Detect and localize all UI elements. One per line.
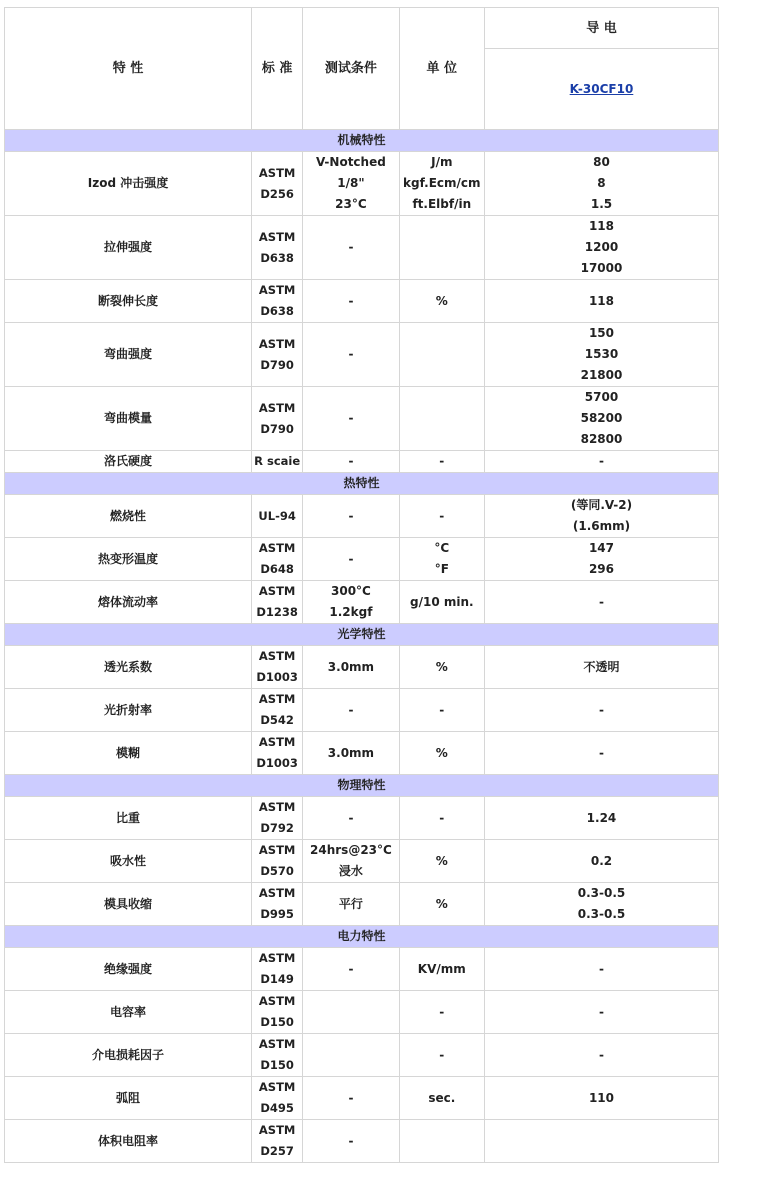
unit-cell — [399, 495, 484, 538]
standard-cell-line: D570 — [260, 864, 294, 878]
unit-cell-line: kgf.Ecm/cm — [403, 176, 481, 190]
standard-cell-line: D995 — [260, 907, 294, 921]
standard-cell-line: D257 — [260, 1144, 294, 1158]
standard-cell — [252, 451, 303, 473]
condition-cell — [303, 1120, 399, 1163]
property-name: 吸水性 — [5, 840, 252, 883]
standard-cell-line: D149 — [260, 972, 294, 986]
standard-cell-line: ASTM — [258, 886, 296, 900]
table-row — [5, 1120, 719, 1163]
property-name: 比重 — [5, 797, 252, 840]
standard-cell — [252, 732, 303, 775]
standard-cell — [252, 1120, 303, 1163]
product-link[interactable]: K-30CF10 — [569, 81, 634, 96]
table-row — [5, 883, 719, 926]
condition-cell — [303, 797, 399, 840]
section-header-row — [5, 624, 719, 646]
table-row — [5, 387, 719, 451]
unit-cell-line: % — [435, 853, 448, 868]
value-cell-line: 118 — [588, 219, 615, 233]
property-name: 透光系数 — [5, 646, 252, 689]
value-cell-line: 5700 — [584, 390, 619, 404]
unit-cell — [399, 840, 484, 883]
standard-cell-line: ASTM — [258, 800, 296, 814]
value-cell-line: 296 — [588, 562, 615, 576]
condition-cell-line: - — [348, 454, 354, 468]
table-row — [5, 581, 719, 624]
unit-cell — [399, 1120, 484, 1163]
standard-cell — [252, 538, 303, 581]
condition-cell-line: - — [348, 347, 354, 361]
unit-cell-line: sec. — [428, 1090, 456, 1105]
unit-cell-line: % — [435, 745, 448, 760]
value-cell — [484, 581, 718, 624]
property-name: 熔体流动率 — [5, 581, 252, 624]
condition-cell-line: - — [348, 240, 354, 254]
value-cell — [484, 1120, 718, 1163]
standard-cell-line: ASTM — [258, 283, 296, 297]
standard-cell — [252, 1077, 303, 1120]
value-cell-line: 147 — [588, 541, 615, 555]
unit-cell-line: - — [439, 702, 445, 717]
value-cell — [484, 1034, 718, 1077]
condition-cell — [303, 538, 399, 581]
section-header-row — [5, 473, 719, 495]
header-standard: 标 准 — [252, 8, 303, 130]
condition-cell-line: - — [348, 1133, 354, 1148]
table-row — [5, 1077, 719, 1120]
unit-cell — [399, 991, 484, 1034]
value-cell-line: 21800 — [580, 368, 623, 382]
table-row — [5, 840, 719, 883]
condition-cell — [303, 646, 399, 689]
unit-cell — [399, 797, 484, 840]
standard-cell-line: D1003 — [256, 670, 298, 684]
standard-cell-line: D542 — [260, 713, 294, 727]
standard-cell — [252, 689, 303, 732]
value-cell-line: - — [598, 1047, 604, 1062]
condition-cell — [303, 883, 399, 926]
standard-cell-line: ASTM — [258, 165, 296, 180]
property-name: Izod 冲击强度 — [5, 152, 252, 216]
standard-cell-line: D256 — [260, 186, 294, 201]
standard-cell-line: ASTM — [258, 541, 296, 555]
condition-cell — [303, 581, 399, 624]
value-cell-line: 58200 — [580, 411, 623, 425]
value-cell-line: - — [598, 454, 604, 468]
unit-cell-line: - — [439, 1004, 445, 1019]
property-name: 绝缘强度 — [5, 948, 252, 991]
condition-cell-line: - — [348, 508, 354, 523]
standard-cell — [252, 323, 303, 387]
value-cell-line: 0.3-0.5 — [577, 886, 626, 900]
unit-cell — [399, 948, 484, 991]
value-cell-line: - — [598, 594, 604, 609]
header-property: 特 性 — [5, 8, 252, 130]
standard-cell — [252, 152, 303, 216]
unit-cell — [399, 216, 484, 280]
unit-cell-line: % — [435, 659, 448, 674]
unit-cell — [399, 732, 484, 775]
value-cell — [484, 152, 718, 216]
condition-cell — [303, 840, 399, 883]
condition-cell — [303, 732, 399, 775]
properties-table — [4, 7, 719, 1163]
condition-cell — [303, 280, 399, 323]
value-cell-line: 80 — [593, 155, 610, 169]
value-cell-line: 1200 — [584, 240, 619, 254]
value-cell — [484, 689, 718, 732]
condition-cell-line: 23°C — [335, 197, 367, 211]
property-name: 弧阻 — [5, 1077, 252, 1120]
value-cell-line: 82800 — [580, 432, 623, 446]
standard-cell-line: D1003 — [256, 756, 298, 770]
standard-cell-line: ASTM — [258, 649, 296, 663]
standard-cell — [252, 495, 303, 538]
table-row — [5, 538, 719, 581]
condition-cell-line: 平行 — [338, 896, 363, 911]
standard-cell-line: ASTM — [258, 951, 296, 965]
value-cell-line: 0.2 — [590, 853, 613, 868]
section-title: 热特性 — [5, 473, 719, 495]
condition-cell-line: 浸水 — [338, 864, 363, 878]
value-cell-line: - — [598, 745, 604, 760]
value-cell-line: (1.6mm) — [572, 519, 631, 533]
value-cell — [484, 451, 718, 473]
unit-cell — [399, 1034, 484, 1077]
value-cell — [484, 797, 718, 840]
property-name: 体积电阻率 — [5, 1120, 252, 1163]
section-header-row — [5, 926, 719, 948]
unit-cell-line: - — [439, 810, 445, 825]
unit-cell — [399, 883, 484, 926]
standard-cell — [252, 1034, 303, 1077]
condition-cell — [303, 451, 399, 473]
section-title: 电力特性 — [5, 926, 719, 948]
unit-cell — [399, 451, 484, 473]
unit-cell-line: °C — [434, 541, 450, 555]
property-name: 燃烧性 — [5, 495, 252, 538]
value-cell — [484, 732, 718, 775]
standard-cell-line: ASTM — [258, 692, 296, 706]
standard-cell-line: R scaie — [254, 454, 301, 468]
condition-cell-line: 300°C — [331, 584, 371, 598]
table-row — [5, 646, 719, 689]
property-name: 模具收缩 — [5, 883, 252, 926]
value-cell — [484, 387, 718, 451]
section-header-row — [5, 775, 719, 797]
standard-cell — [252, 991, 303, 1034]
standard-cell-line: D150 — [260, 1015, 294, 1029]
table-row — [5, 152, 719, 216]
standard-cell — [252, 840, 303, 883]
unit-cell — [399, 538, 484, 581]
value-cell-line: 不透明 — [583, 659, 620, 674]
unit-cell — [399, 1077, 484, 1120]
unit-cell-line: J/m — [431, 155, 453, 169]
standard-cell — [252, 646, 303, 689]
property-name: 光折射率 — [5, 689, 252, 732]
condition-cell — [303, 1077, 399, 1120]
value-cell-line: 118 — [588, 293, 615, 308]
unit-cell-line: - — [439, 454, 445, 468]
table-row — [5, 216, 719, 280]
condition-cell-line: - — [348, 411, 354, 425]
unit-cell-line: °F — [434, 562, 449, 576]
condition-cell — [303, 323, 399, 387]
condition-cell-line: V-Notched — [316, 155, 386, 169]
condition-cell — [303, 495, 399, 538]
standard-cell-line: D150 — [260, 1058, 294, 1072]
standard-cell — [252, 216, 303, 280]
table-row — [5, 991, 719, 1034]
property-name: 热变形温度 — [5, 538, 252, 581]
standard-cell-line: ASTM — [258, 1080, 296, 1094]
standard-cell-line: ASTM — [258, 336, 296, 351]
value-cell — [484, 216, 718, 280]
property-name: 介电损耗因子 — [5, 1034, 252, 1077]
value-cell — [484, 840, 718, 883]
standard-cell-line: ASTM — [258, 735, 296, 749]
unit-cell-line: - — [439, 1047, 445, 1062]
unit-cell-line: - — [439, 508, 445, 523]
value-cell-line: (等同.V-2) — [570, 498, 633, 512]
value-cell-line: 110 — [588, 1090, 615, 1105]
standard-cell-line: D648 — [260, 562, 294, 576]
table-row — [5, 1034, 719, 1077]
header-row-top — [5, 8, 719, 49]
standard-cell-line: D1238 — [256, 605, 298, 619]
standard-cell — [252, 948, 303, 991]
unit-cell-line: KV/mm — [417, 961, 466, 976]
value-cell — [484, 991, 718, 1034]
property-name: 断裂伸长度 — [5, 280, 252, 323]
table-row — [5, 451, 719, 473]
standard-cell-line: D638 — [260, 304, 294, 318]
value-cell — [484, 323, 718, 387]
standard-cell-line: D495 — [260, 1101, 294, 1115]
unit-cell — [399, 646, 484, 689]
value-cell — [484, 646, 718, 689]
standard-cell — [252, 387, 303, 451]
condition-cell — [303, 216, 399, 280]
unit-cell — [399, 689, 484, 732]
condition-cell — [303, 387, 399, 451]
unit-cell-line: ft.Elbf/in — [412, 197, 472, 211]
condition-cell-line: - — [348, 293, 354, 308]
value-cell-line: 0.3-0.5 — [577, 907, 626, 921]
condition-cell-line: 1/8" — [337, 176, 365, 190]
value-cell-line: 1.24 — [586, 810, 617, 825]
table-row — [5, 948, 719, 991]
property-name: 弯曲强度 — [5, 323, 252, 387]
condition-cell — [303, 1034, 399, 1077]
property-name: 电容率 — [5, 991, 252, 1034]
unit-cell-line: % — [435, 896, 448, 911]
standard-cell — [252, 280, 303, 323]
unit-cell — [399, 581, 484, 624]
unit-cell-line: % — [435, 293, 448, 308]
standard-cell-line: ASTM — [258, 994, 296, 1008]
value-cell-line: - — [598, 702, 604, 717]
value-cell-line: - — [598, 961, 604, 976]
table-row — [5, 280, 719, 323]
header-product-cell — [484, 49, 718, 130]
condition-cell-line: 1.2kgf — [329, 605, 373, 619]
condition-cell-line: - — [348, 1090, 354, 1105]
table-row — [5, 732, 719, 775]
standard-cell-line: UL-94 — [258, 508, 296, 523]
value-cell — [484, 883, 718, 926]
value-cell-line: 150 — [588, 326, 615, 340]
header-group: 导 电 — [484, 8, 718, 49]
condition-cell-line: - — [348, 702, 354, 717]
unit-cell — [399, 387, 484, 451]
value-cell-line: 1530 — [584, 347, 619, 361]
condition-cell — [303, 948, 399, 991]
standard-cell-line: ASTM — [258, 584, 296, 598]
condition-cell-line: - — [348, 551, 354, 566]
standard-cell-line: ASTM — [258, 400, 296, 415]
table-row — [5, 689, 719, 732]
property-name: 模糊 — [5, 732, 252, 775]
header-unit: 单 位 — [399, 8, 484, 130]
section-header-row — [5, 130, 719, 152]
value-cell — [484, 495, 718, 538]
value-cell-line: 1.5 — [590, 197, 613, 211]
condition-cell-line: 24hrs@23°C — [310, 843, 392, 857]
table-row — [5, 797, 719, 840]
value-cell-line: - — [598, 1004, 604, 1019]
standard-cell-line: D790 — [260, 357, 294, 372]
standard-cell-line: D792 — [260, 821, 294, 835]
standard-cell — [252, 883, 303, 926]
header-condition: 测试条件 — [303, 8, 399, 130]
condition-cell — [303, 689, 399, 732]
value-cell-line: 17000 — [580, 261, 623, 275]
value-cell — [484, 1077, 718, 1120]
unit-cell — [399, 323, 484, 387]
unit-cell — [399, 152, 484, 216]
standard-cell — [252, 581, 303, 624]
section-title: 物理特性 — [5, 775, 719, 797]
property-name: 弯曲模量 — [5, 387, 252, 451]
condition-cell-line: 3.0mm — [327, 659, 375, 674]
standard-cell-line: D790 — [260, 421, 294, 436]
value-cell-line: 8 — [597, 176, 606, 190]
property-name: 拉伸强度 — [5, 216, 252, 280]
condition-cell-line: - — [348, 810, 354, 825]
condition-cell — [303, 991, 399, 1034]
standard-cell-line: ASTM — [258, 1037, 296, 1051]
value-cell — [484, 948, 718, 991]
standard-cell-line: D638 — [260, 250, 294, 265]
section-title: 光学特性 — [5, 624, 719, 646]
condition-cell-line: - — [348, 961, 354, 976]
unit-cell-line: g/10 min. — [410, 594, 474, 609]
standard-cell-line: ASTM — [258, 229, 296, 244]
condition-cell — [303, 152, 399, 216]
section-title: 机械特性 — [5, 130, 719, 152]
standard-cell-line: ASTM — [258, 843, 296, 857]
standard-cell-line: ASTM — [258, 1123, 296, 1137]
value-cell — [484, 280, 718, 323]
table-row — [5, 495, 719, 538]
condition-cell-line: 3.0mm — [327, 745, 375, 760]
value-cell — [484, 538, 718, 581]
unit-cell — [399, 280, 484, 323]
standard-cell — [252, 797, 303, 840]
property-name: 洛氏硬度 — [5, 451, 252, 473]
table-row — [5, 323, 719, 387]
